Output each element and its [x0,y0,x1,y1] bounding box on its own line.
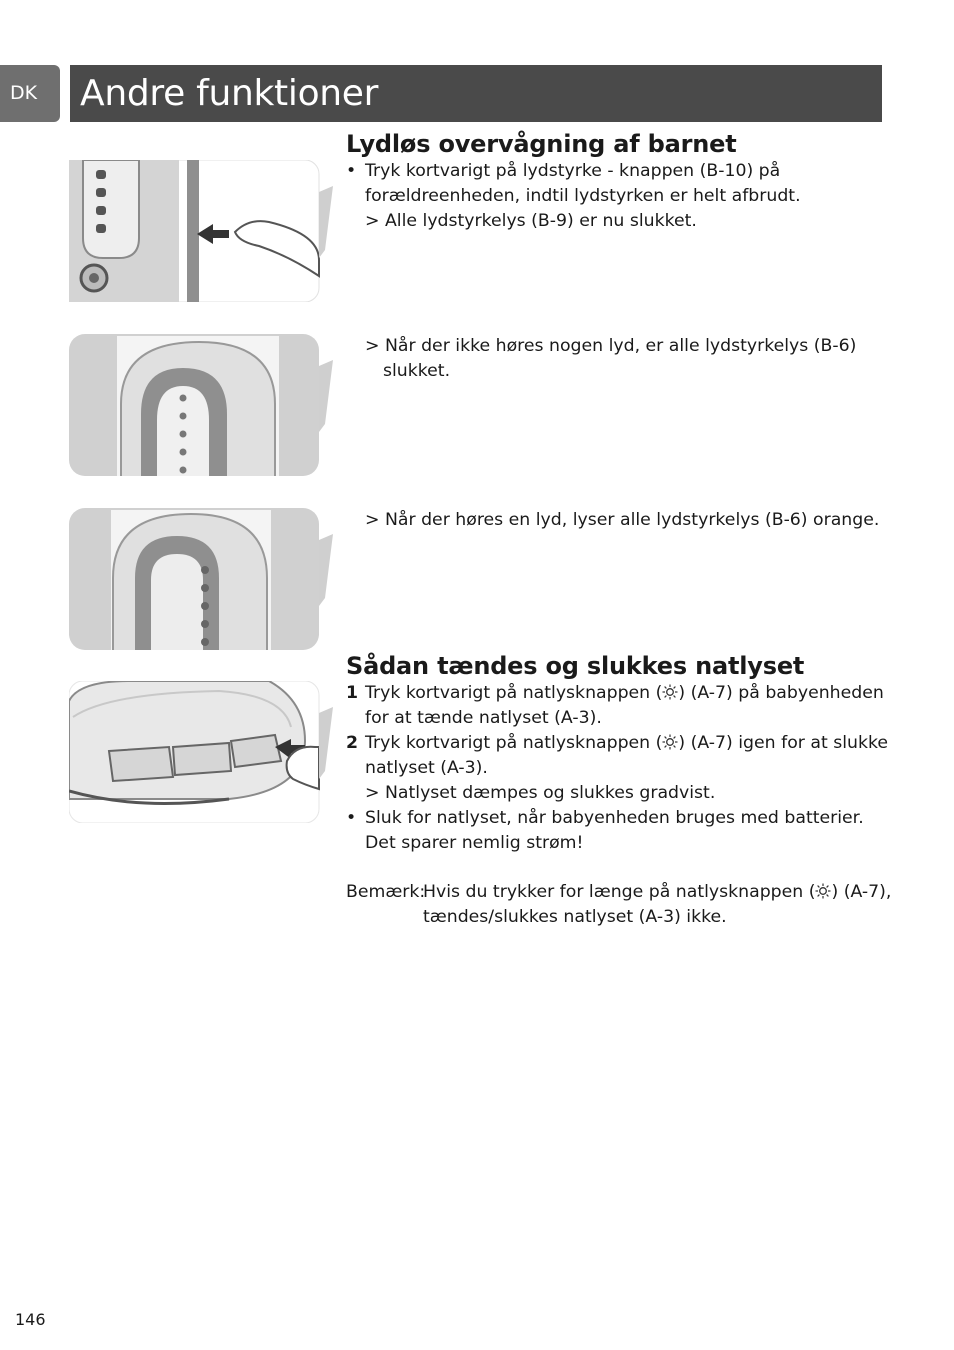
result-line: > Alle lydstyrkelys (B-9) er nu slukket. [365,211,697,231]
result-line: > Når der ikke høres nogen lyd, er alle lydstyrkelys (B-6) [365,336,857,356]
text-line: tændes/slukkes natlyset (A-3) ikke. [423,907,727,927]
text-line: for at tænde natlyset (A-3). [365,708,602,728]
sun-icon [662,734,678,750]
result-line: > Når der høres en lyd, lyser alle lydstyrkelys (B-6) orange. [365,510,880,530]
text-line: Sluk for natlyset, når babyenheden bruges med batterier. [365,808,864,828]
text-fragment: Tryk kortvarigt på natlysknappen ( [365,733,663,753]
step-number: 2 [346,733,359,753]
step-line [365,731,888,756]
text-fragment: ) (A-7) igen for at slukke [678,733,889,753]
text-fragment: ) (A-7), [831,882,892,902]
title-bar [70,65,882,122]
sun-icon [815,883,831,899]
step-line [365,681,884,706]
step-number: 1 [346,683,359,703]
note-line [423,880,891,905]
text-line: Det sparer nemlig strøm! [365,833,584,853]
text-fragment: Hvis du trykker for længe på natlysknappen ( [423,882,816,902]
figure-baby-unit-nightlight-button [69,681,333,823]
section-heading-silent-monitoring: Lydløs overvågning af barnet [346,130,737,158]
text-fragment: Tryk kortvarigt på natlysknappen ( [365,683,663,703]
figure-parent-unit-volume-button [69,160,333,302]
page-number: 146 [15,1310,46,1329]
text-line: slukket. [383,361,451,381]
text-line: Tryk kortvarigt på lydstyrke - knappen (B-10) på [365,161,781,181]
figure-lights-off [69,334,333,476]
result-line: > Natlyset dæmpes og slukkes gradvist. [365,783,716,803]
bullet-marker: • [346,808,357,828]
text-line: natlyset (A-3). [365,758,488,778]
sun-icon [662,684,678,700]
text-line: forældreenheden, indtil lydstyrken er helt afbrudt. [365,186,801,206]
language-tab: DK [0,65,60,122]
section-heading-nightlight: Sådan tændes og slukkes natlyset [346,652,805,680]
figure-lights-orange [69,508,333,650]
bullet-marker: • [346,161,357,181]
text-fragment: ) (A-7) på babyenheden [678,683,884,703]
page-title: Andre funktioner [80,73,379,114]
note-label: Bemærk: [346,882,426,902]
